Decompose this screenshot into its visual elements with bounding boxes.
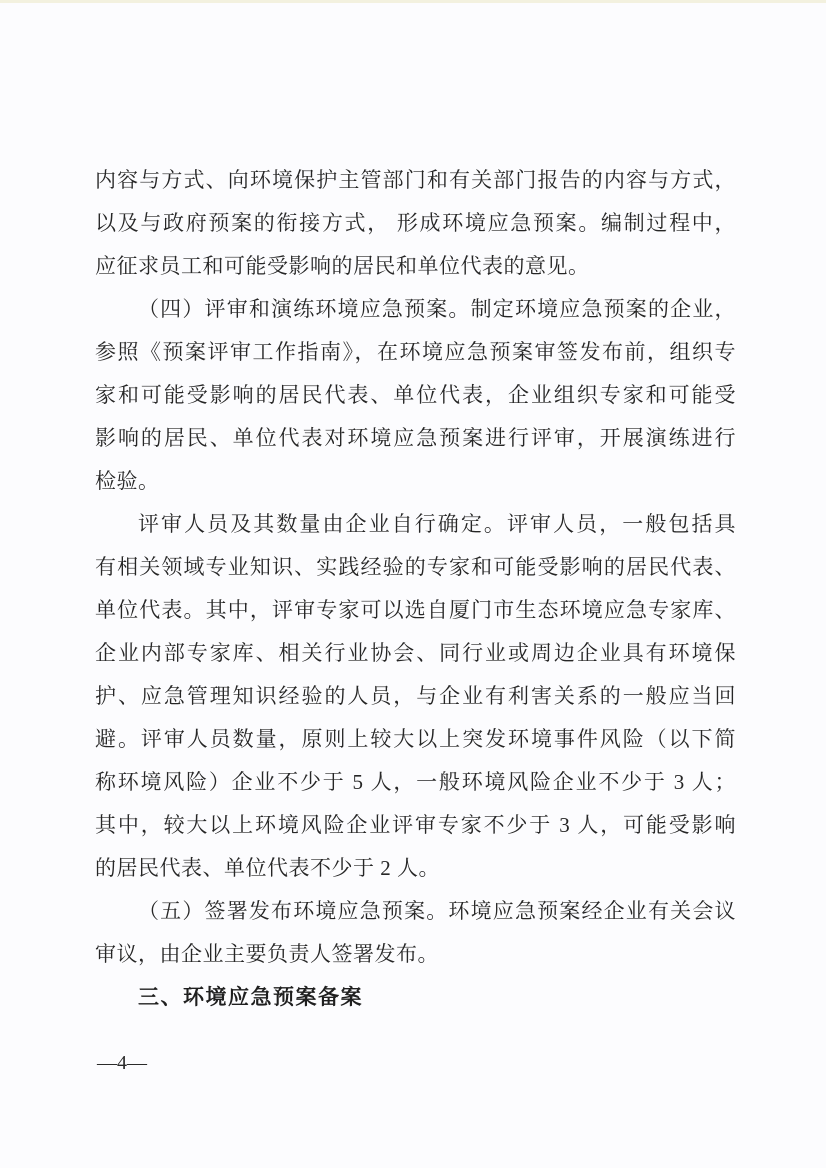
text-line: 以及与政府预案的衔接方式， 形成环境应急预案。编制过程中，	[95, 211, 736, 235]
section-heading: 三、环境应急预案备案	[138, 986, 363, 1009]
text-line: 内容与方式、向环境保护主管部门和有关部门报告的内容与方式，	[95, 168, 736, 192]
text-line: 检验。	[95, 469, 160, 493]
text-line: 的居民代表、单位代表不少于 2 人。	[95, 856, 440, 880]
text-line: 参照《预案评审工作指南》，在环境应急预案审签发布前，组织专	[95, 340, 736, 364]
text-line: 评审人员及其数量由企业自行确定。评审人员，一般包括具	[138, 512, 736, 536]
text-line: 避。评审人员数量，原则上较大以上突发环境事件风险（以下简	[95, 727, 736, 751]
text-line: 有相关领域专业知识、实践经验的专家和可能受影响的居民代表、	[95, 555, 736, 579]
text-line: 应征求员工和可能受影响的居民和单位代表的意见。	[95, 254, 590, 278]
text-line: 其中，较大以上环境风险企业评审专家不少于 3 人，可能受影响	[95, 813, 736, 837]
text-line: 称环境风险）企业不少于 5 人，一般环境风险企业不少于 3 人；	[95, 770, 736, 794]
text-line: （四）评审和演练环境应急预案。制定环境应急预案的企业，	[138, 297, 736, 321]
scan-edge-artifact	[0, 0, 826, 3]
document-body	[95, 159, 736, 1019]
text-line: 企业内部专家库、相关行业协会、同行业或周边企业具有环境保	[95, 641, 736, 665]
text-line: （五）签署发布环境应急预案。环境应急预案经企业有关会议	[138, 899, 736, 923]
text-line: 影响的居民、单位代表对环境应急预案进行评审，开展演练进行	[95, 426, 736, 450]
text-line: 护、应急管理知识经验的人员，与企业有利害关系的一般应当回	[95, 684, 736, 708]
text-line: 家和可能受影响的居民代表、单位代表，企业组织专家和可能受	[95, 383, 736, 407]
text-line: 审议，由企业主要负责人签署发布。	[95, 942, 439, 966]
text-line: 单位代表。其中，评审专家可以选自厦门市生态环境应急专家库、	[95, 598, 736, 622]
page-number: —4—	[97, 1052, 147, 1074]
